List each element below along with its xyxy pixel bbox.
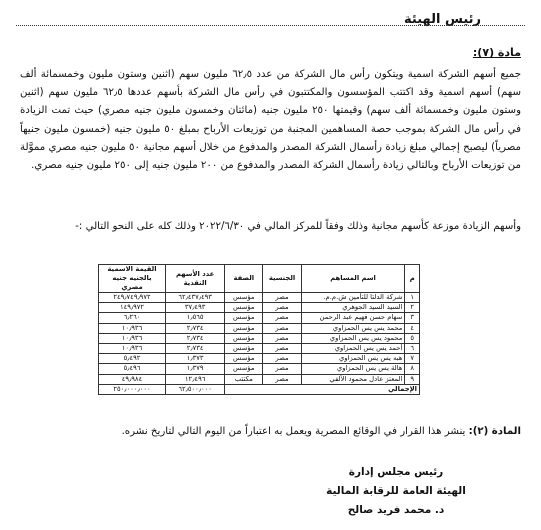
nationality: مصر <box>263 343 301 353</box>
signature-title: رئيس مجلس إدارة <box>348 466 444 478</box>
share-count: ١٫٣٧٣ <box>166 354 225 364</box>
row-number: ٨ <box>405 364 420 374</box>
nominal-value: ٢٤٩٫٧٤٩٫٩٧٢ <box>99 293 166 303</box>
nominal-value: ٥٫٤٩٦ <box>99 364 166 374</box>
col-header-share-count: عدد الأسهم النقدية <box>166 265 225 293</box>
col-header-capacity: الصفة <box>225 265 263 293</box>
shareholder-name: هبه يس يس الحمزاوي <box>301 354 405 364</box>
share-count: ٣٧٫٤٩٣ <box>166 303 225 313</box>
row-number: ٣ <box>405 313 420 323</box>
capacity: مؤسس <box>225 354 263 364</box>
nationality: مصر <box>263 364 301 374</box>
capacity: مؤسس <box>225 323 263 333</box>
row-number: ١ <box>405 293 420 303</box>
nationality: مصر <box>263 313 301 323</box>
table-row <box>99 354 420 364</box>
table-row <box>99 333 420 343</box>
share-count: ١٢٫٤٩٦ <box>166 374 225 384</box>
article-2-text: ينشر هذا القرار في الوقائع المصرية ويعمل به اعتباراً من اليوم التالي لتاريخ نشره. <box>121 426 466 437</box>
header-title: رئيس الهيئة <box>404 12 481 27</box>
share-count: ٢٫٧٣٤ <box>166 343 225 353</box>
share-count: ٦٢٫٤٣٧٫٤٩٣ <box>166 293 225 303</box>
nominal-value: ٦٫٢٦٠ <box>99 313 166 323</box>
row-number: ٤ <box>405 323 420 333</box>
header-divider <box>16 25 525 26</box>
capacity: مؤسس <box>225 293 263 303</box>
nominal-value: ١٤٩٫٩٧٢ <box>99 303 166 313</box>
table-row <box>99 293 420 303</box>
article-7-paragraph-2: وأسهم الزيادة موزعة كأسهم مجانية وذلك وفقاً للمركز المالي في ٢٠٢٢/٦/٣٠ وذلك كله على النحو التالي :- <box>75 221 521 232</box>
col-header-nationality: الجنسية <box>263 265 301 293</box>
shareholder-name: شركة الدلتا للتأمين ش.م.م. <box>301 293 405 303</box>
row-number: ٧ <box>405 354 420 364</box>
row-number: ٥ <box>405 333 420 343</box>
shareholders-table <box>98 264 420 395</box>
table-header-row <box>99 265 420 293</box>
nationality: مصر <box>263 333 301 343</box>
total-label: الإجمالي <box>225 384 420 394</box>
share-count: ٢٫٧٣٤ <box>166 333 225 343</box>
capacity: مؤسس <box>225 364 263 374</box>
nominal-value: ٤٩٫٩٨٤ <box>99 374 166 384</box>
shareholder-name: السيد السيد الجوهري <box>301 303 405 313</box>
nationality: مصر <box>263 323 301 333</box>
nationality: مصر <box>263 354 301 364</box>
shareholder-name: محمود يس يس الحمزاوي <box>301 333 405 343</box>
capacity: مؤسس <box>225 343 263 353</box>
shareholder-name: أحمد يس يس الحمزاوي <box>301 343 405 353</box>
signature-name: د. محمد فريد صالح <box>347 504 445 516</box>
table-row <box>99 303 420 313</box>
table-row <box>99 343 420 353</box>
signature-organization: الهيئة العامة للرقابة المالية <box>326 485 466 497</box>
nominal-value: ١٠٫٩٣٦ <box>99 323 166 333</box>
nominal-value: ٥٫٤٩٢ <box>99 354 166 364</box>
share-count: ١٫٣٧٩ <box>166 364 225 374</box>
capacity: مؤسس <box>225 303 263 313</box>
shareholder-name: سهام حسن فهيم عبد الرحمن <box>301 313 405 323</box>
table-row <box>99 313 420 323</box>
total-shares: ٦٢٫٥٠٠٫٠٠٠ <box>166 384 225 394</box>
table-total-row <box>99 384 420 394</box>
share-count: ١٫٥٦٥ <box>166 313 225 323</box>
table-row <box>99 323 420 333</box>
article-7-paragraph-1: جميع أسهم الشركة اسمية ويتكون رأس مال الشركة من عدد ٦٢٫٥ مليون سهم (اثنين وستون مليون وخمسمائة ألف سهم) أسهم اسمية وقد اكتتب المؤسسون والمكتتبون في رأس مال الشركة بأسهم عددها ٦٢٫٥ مليون سهم (اثنين وستون مليون وخمسمائة ألف سهم) وقيمتها ٢٥٠ مليون جنيه (مائتان وخمسون مليون جنيه مصري) حيث تمت الزيادة في رأس مال الشركة بموجب حصة المساهمين المجنبة من توزيعات الأرباح بمبلغ ٥٠ مليون جنيه (خمسون مليون جنيهاً مصرياً) ليصبح إجمالي مبلغ زيادة رأسمال الشركة المصدر والمدفوع من خلال أسهم مجانية ٥٠ مليون جنيه مصري مموَّلة من توزيعات الأرباح وبالتالي زيادة رأسمال الشركة المصدر والمدفوع من ٢٠٠ مليون جنيه إلى ٢٥٠ مليون جنيه مصري. <box>20 69 522 172</box>
nationality: مصر <box>263 293 301 303</box>
total-value: ٢٥٠٫٠٠٠٫٠٠٠ <box>99 384 166 394</box>
nationality: مصر <box>263 374 301 384</box>
article-2-label: المادة (٢): <box>468 426 521 437</box>
shareholder-name: محمد يس يس الحمزاوي <box>301 323 405 333</box>
table-row <box>99 374 420 384</box>
nominal-value: ١٠٫٩٣٦ <box>99 343 166 353</box>
table-row <box>99 364 420 374</box>
capacity: مؤسس <box>225 313 263 323</box>
row-number: ٩ <box>405 374 420 384</box>
row-number: ٦ <box>405 343 420 353</box>
share-count: ٢٫٧٣٤ <box>166 323 225 333</box>
nominal-value: ١٠٫٩٣٦ <box>99 333 166 343</box>
col-header-nominal-value: القيمة الاسمية بالجنيه جنيه مصري <box>99 265 166 293</box>
col-header-number: م <box>405 265 420 293</box>
shareholder-name: المعتز عادل محمود الألفي <box>301 374 405 384</box>
row-number: ٢ <box>405 303 420 313</box>
article-2 <box>20 426 521 437</box>
capacity: مكتتب <box>225 374 263 384</box>
col-header-shareholder-name: اسم المساهم <box>301 265 405 293</box>
capacity: مؤسس <box>225 333 263 343</box>
nationality: مصر <box>263 303 301 313</box>
article-7-title: مادة (٧): <box>472 46 521 59</box>
shareholder-name: هالة يس يس الحمزاوي <box>301 364 405 374</box>
